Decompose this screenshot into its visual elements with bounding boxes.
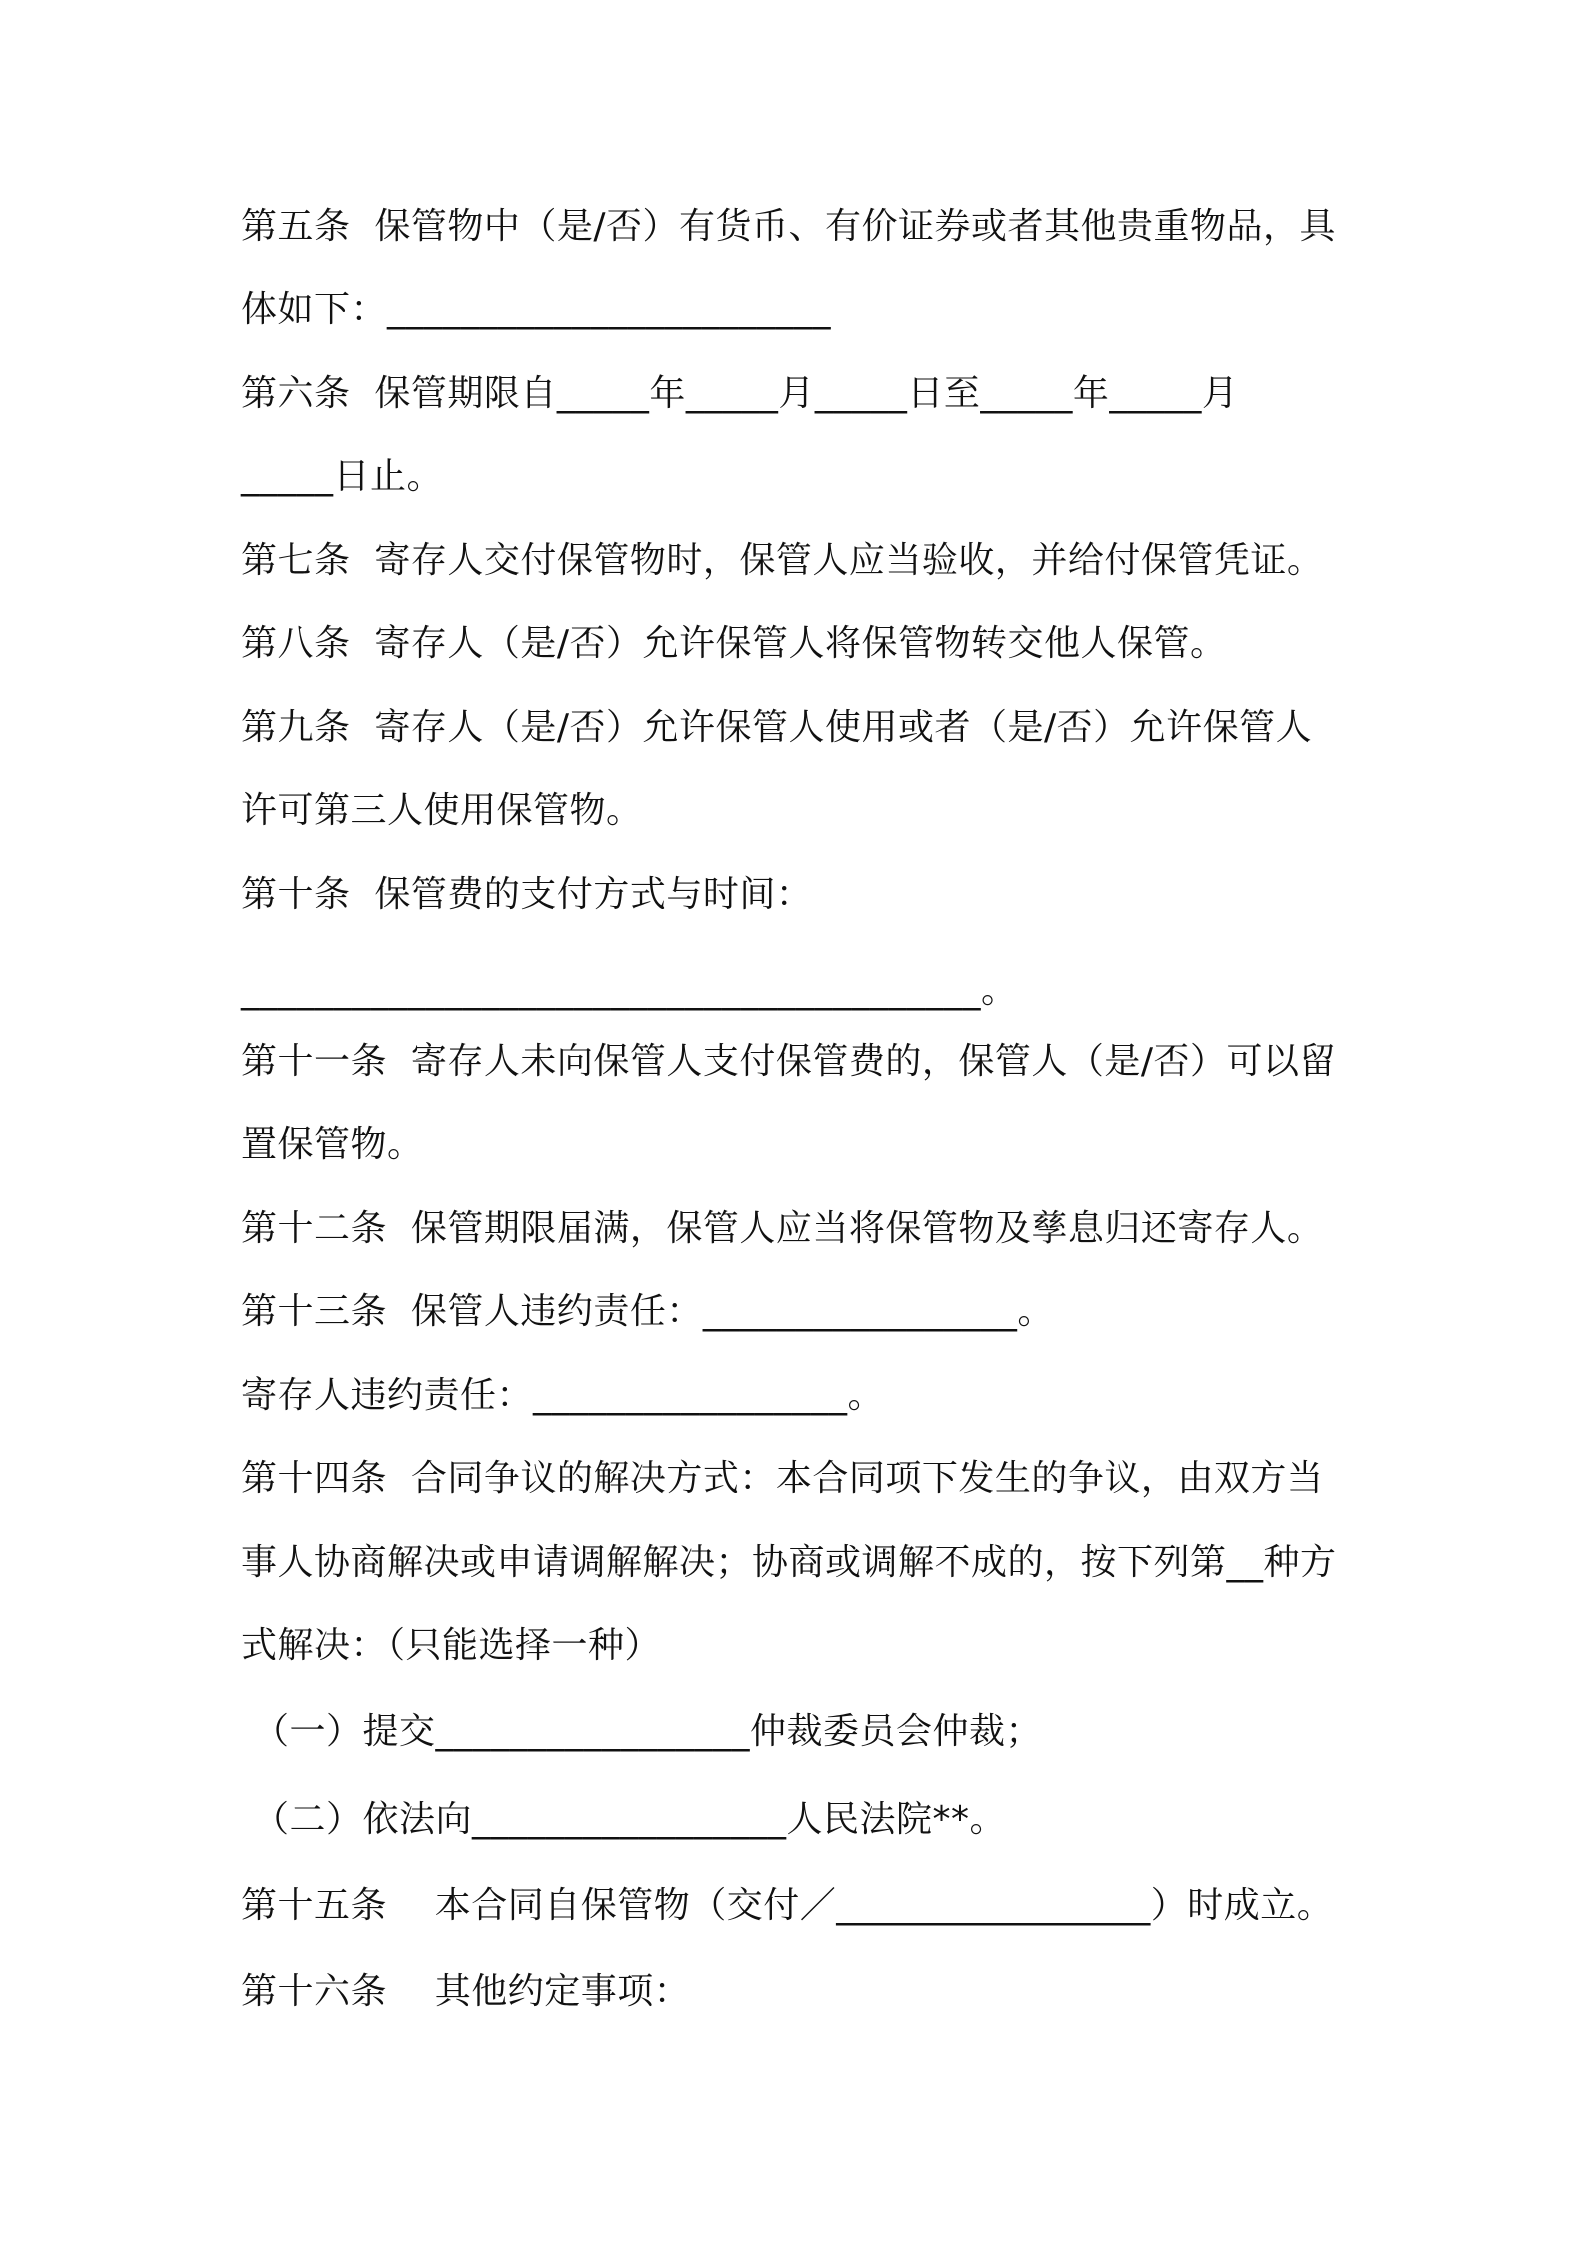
- article-14-line-1: 第十四条 合同争议的解决方式：本合同项下发生的争议，由双方当: [241, 1458, 1324, 1499]
- article-11-line-2: 置保管物。: [241, 1124, 424, 1165]
- article-5-line-2: 体如下：________________________: [241, 289, 832, 330]
- article-9-line-1: 第九条 寄存人（是/否）允许保管人使用或者（是/否）允许保管人: [241, 707, 1313, 748]
- article-16: 第十六条 其他约定事项：: [241, 1971, 691, 2012]
- article-14-option-1: （一）提交_________________仲裁委员会仲裁；: [253, 1711, 1043, 1752]
- article-14-line-3: 式解决：（只能选择一种）: [241, 1625, 662, 1666]
- article-12: 第十二条 保管期限届满，保管人应当将保管物及孳息归还寄存人。: [241, 1208, 1324, 1249]
- article-11-line-1: 第十一条 寄存人未向保管人支付保管费的，保管人（是/否）可以留: [241, 1041, 1337, 1082]
- article-14-option-2: （二）依法向_________________人民法院**。: [253, 1799, 1007, 1840]
- article-6-line-1: 第六条 保管期限自_____年_____月_____日至_____年_____月: [241, 373, 1239, 414]
- article-13-line-1: 第十三条 保管人违约责任：_________________。: [241, 1291, 1054, 1332]
- article-7: 第七条 寄存人交付保管物时，保管人应当验收，并给付保管凭证。: [241, 540, 1324, 581]
- article-5-line-1: 第五条 保管物中（是/否）有货币、有价证券或者其他贵重物品，具: [241, 206, 1337, 247]
- article-10-line-2: ________________________________________。: [241, 970, 1018, 1011]
- article-15: 第十五条 本合同自保管物（交付／_________________）时成立。: [241, 1885, 1334, 1926]
- article-10-line-1: 第十条 保管费的支付方式与时间：: [241, 874, 813, 915]
- article-8: 第八条 寄存人（是/否）允许保管人将保管物转交他人保管。: [241, 623, 1227, 664]
- article-9-line-2: 许可第三人使用保管物。: [241, 790, 643, 831]
- article-13-line-2: 寄存人违约责任：_________________。: [241, 1375, 885, 1416]
- article-6-line-2: _____日止。: [241, 456, 444, 497]
- article-14-line-2: 事人协商解决或申请调解解决；协商或调解不成的，按下列第__种方: [241, 1542, 1337, 1583]
